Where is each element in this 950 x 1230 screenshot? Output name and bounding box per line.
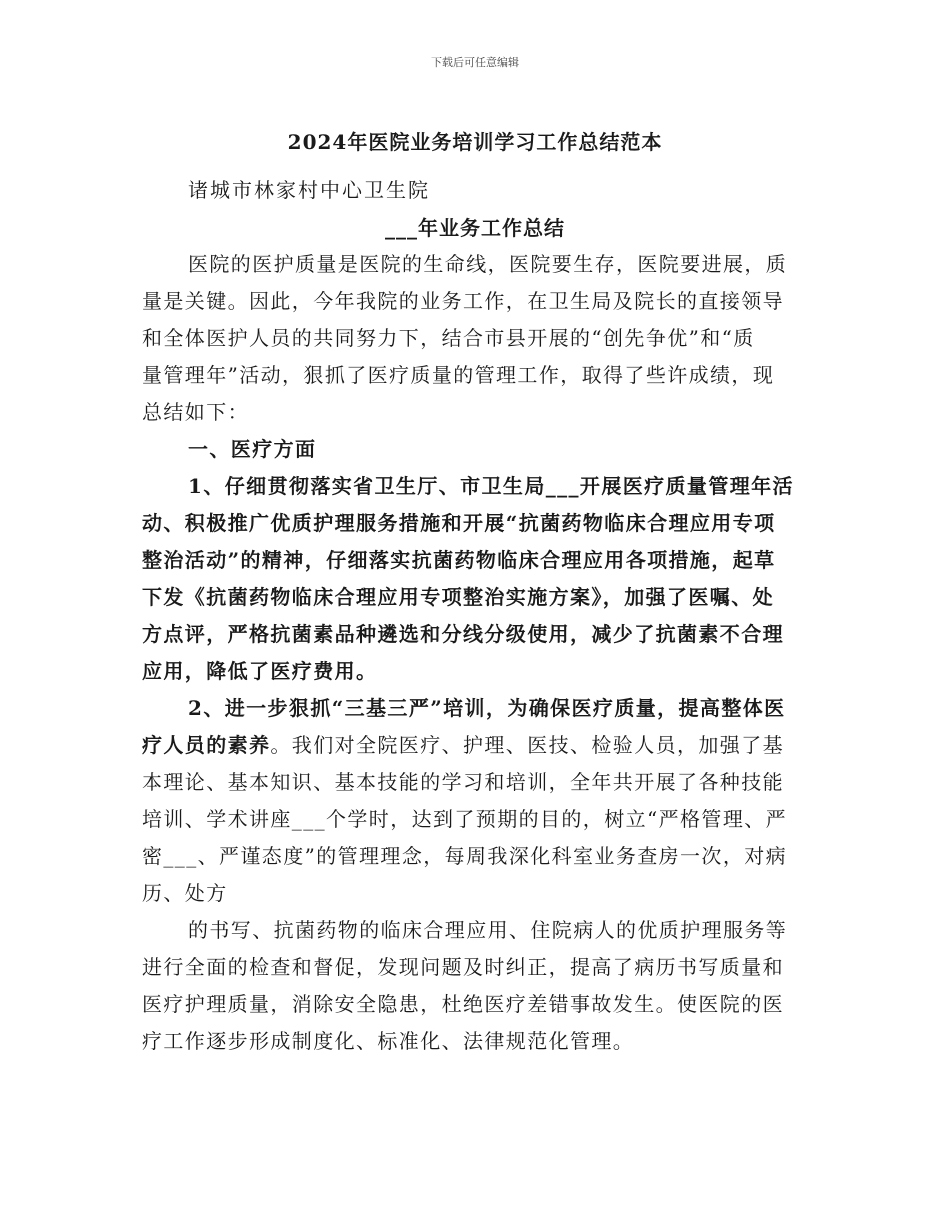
paragraph-line: 2、进一步狠抓“三基三严”培训，为确保医疗质量，提高整体医 (188, 696, 786, 720)
paragraph-line: 应用，降低了医疗费用。 (142, 659, 378, 683)
paragraph-line: 动、积极推广优质护理服务措施和开展“抗菌药物临床合理应用专项 (142, 511, 776, 535)
document-body (142, 246, 818, 1060)
paragraph-line: 医院的医护质量是医院的生命线，医院要生存，医院要进展，质 (188, 252, 788, 276)
paragraph-line: 进行全面的检查和督促，发现问题及时纠正，提高了病历书写质量和 (142, 955, 784, 979)
paragraph-line: 本理论、基本知识、基本技能的学习和培训，全年共开展了各种技能 (142, 770, 784, 794)
paragraph-line: 量管理年”活动，狠抓了医疗质量的管理工作，取得了些许成绩，现 (142, 363, 775, 387)
document-title: 2024年医院业务培训学习工作总结范本 (287, 130, 663, 154)
paragraph-line: 疗工作逐步形成制度化、标准化、法律规范化管理。 (142, 1029, 635, 1053)
page-header-note: 下载后可任意编辑 (431, 56, 519, 69)
section-heading: 一、医疗方面 (188, 437, 317, 461)
organization-name: 诸城市林家村中心卫生院 (188, 178, 430, 202)
paragraph-text: 。我们对全院医疗、护理、医技、检验人员，加强了基 (270, 733, 785, 757)
bold-phrase: 疗人员的素养 (142, 733, 271, 757)
paragraph-line: 整治活动”的精神，仔细落实抗菌药物临床合理应用各项措施，起草 (142, 548, 776, 572)
document-subtitle: ___年业务工作总结 (385, 216, 565, 240)
paragraph-line (142, 727, 818, 764)
paragraph-line: 下发《抗菌药物临床合理应用专项整治实施方案》，加强了医嘱、处 (142, 585, 774, 609)
paragraph-line: 1、仔细贯彻落实省卫生厅、市卫生局___开展医疗质量管理年活 (188, 474, 794, 498)
paragraph-line: 培训、学术讲座___个学时，达到了预期的目的，树立“严格管理、严 (142, 807, 788, 831)
paragraph-line: 量是关键。因此，今年我院的业务工作，在卫生局及院长的直接领导 (142, 289, 784, 313)
paragraph-line: 和全体医护人员的共同努力下，结合市县开展的“创先争优”和“质 (142, 326, 755, 350)
paragraph-line: 密___、严谨态度”的管理理念，每周我深化科室业务查房一次，对病 (142, 844, 788, 868)
paragraph-line: 总结如下： (142, 400, 249, 424)
paragraph-line: 医疗护理质量，消除安全隐患，杜绝医疗差错事故发生。使医院的医 (142, 992, 784, 1016)
paragraph-line: 历、处方 (142, 881, 228, 905)
paragraph-line: 方点评，严格抗菌素品种遴选和分线分级使用，减少了抗菌素不合理 (142, 622, 784, 646)
paragraph-line: 的书写、抗菌药物的临床合理应用、住院病人的优质护理服务等 (188, 918, 788, 942)
